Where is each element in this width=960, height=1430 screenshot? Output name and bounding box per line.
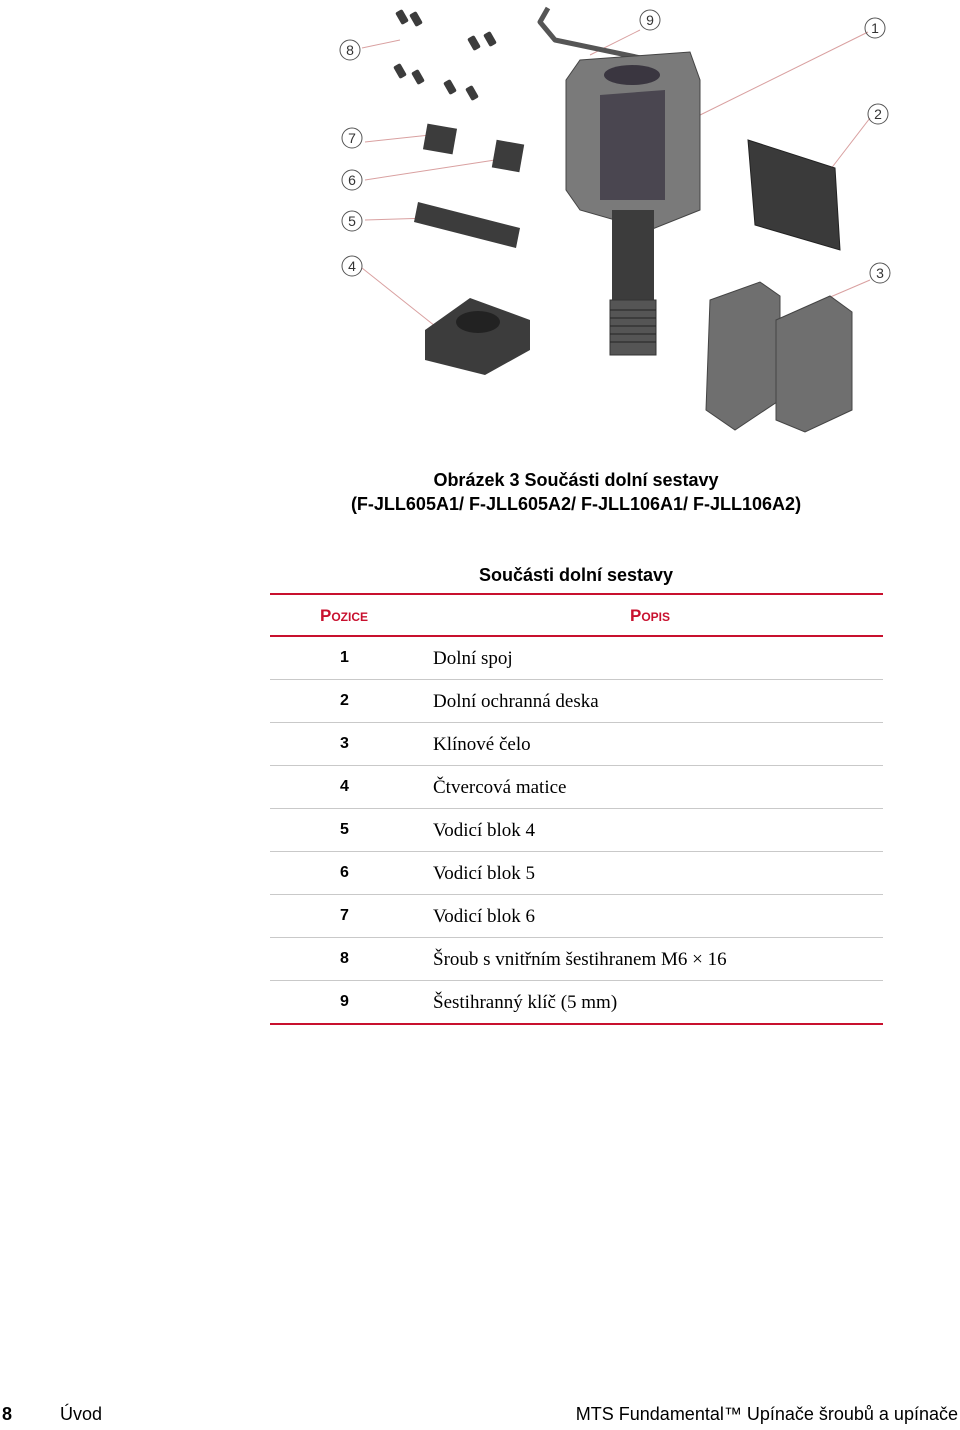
wedge-faces-part bbox=[706, 282, 852, 432]
square-nut-part bbox=[425, 298, 530, 375]
parts-table bbox=[270, 593, 883, 1025]
page-number: 8 bbox=[2, 1404, 13, 1424]
table-header bbox=[270, 595, 883, 637]
row-description: Vodicí blok 6 bbox=[433, 906, 536, 927]
table-row bbox=[270, 637, 883, 680]
callout-6: 6 bbox=[348, 172, 356, 188]
guide-block-5-part bbox=[492, 140, 524, 172]
row-description: Čtvercová matice bbox=[433, 777, 567, 798]
guide-block-4-part bbox=[414, 202, 520, 248]
table-row bbox=[270, 809, 883, 852]
row-description: Dolní ochranná deska bbox=[433, 691, 599, 712]
row-position: 1 bbox=[340, 649, 349, 666]
document-title: MTS Fundamental™ Upínače šroubů a upínače bbox=[575, 1404, 958, 1424]
row-position: 5 bbox=[340, 821, 349, 838]
row-description: Vodicí blok 5 bbox=[433, 863, 536, 884]
table-row bbox=[270, 981, 883, 1025]
hex-key-part bbox=[540, 8, 660, 62]
table-row bbox=[270, 766, 883, 809]
row-position: 7 bbox=[340, 907, 349, 924]
row-position: 2 bbox=[340, 692, 349, 709]
row-description: Vodicí blok 4 bbox=[433, 820, 536, 841]
table-row bbox=[270, 852, 883, 895]
exploded-assembly-figure bbox=[320, 0, 920, 440]
header-description: Popis bbox=[630, 606, 671, 625]
callout-7: 7 bbox=[348, 130, 356, 146]
row-position: 8 bbox=[340, 950, 349, 967]
table-row bbox=[270, 680, 883, 723]
row-position: 6 bbox=[340, 864, 349, 881]
figure-caption-models: (F-JLL605A1/ F-JLL605A2/ F-JLL106A1/ F-JLL106A2) bbox=[350, 494, 802, 514]
table-row bbox=[270, 895, 883, 938]
callout-4: 4 bbox=[348, 258, 356, 274]
row-description: Šroub s vnitřním šestihranem M6 × 16 bbox=[433, 949, 727, 970]
callout-5: 5 bbox=[348, 213, 356, 229]
protective-plate-part bbox=[748, 140, 840, 250]
header-position: Pozice bbox=[320, 606, 369, 625]
callout-8: 8 bbox=[346, 42, 354, 58]
row-description: Šestihranný klíč (5 mm) bbox=[433, 992, 618, 1013]
callout-2: 2 bbox=[874, 106, 882, 122]
table-row bbox=[270, 723, 883, 766]
screws-part bbox=[393, 9, 497, 101]
row-position: 9 bbox=[340, 993, 349, 1010]
callout-3: 3 bbox=[876, 265, 884, 281]
table-row bbox=[270, 938, 883, 981]
guide-block-6-part bbox=[423, 124, 457, 155]
row-description: Dolní spoj bbox=[433, 648, 513, 669]
callout-1: 1 bbox=[871, 20, 879, 36]
row-position: 3 bbox=[340, 735, 349, 752]
figure-caption-title: Obrázek 3 Součásti dolní sestavy bbox=[433, 470, 719, 490]
row-description: Klínové čelo bbox=[433, 734, 531, 755]
lower-connection-part bbox=[566, 52, 700, 355]
table-title: Součásti dolní sestavy bbox=[478, 565, 674, 585]
row-position: 4 bbox=[340, 778, 349, 795]
callout-9: 9 bbox=[646, 12, 654, 28]
section-name: Úvod bbox=[60, 1404, 103, 1424]
